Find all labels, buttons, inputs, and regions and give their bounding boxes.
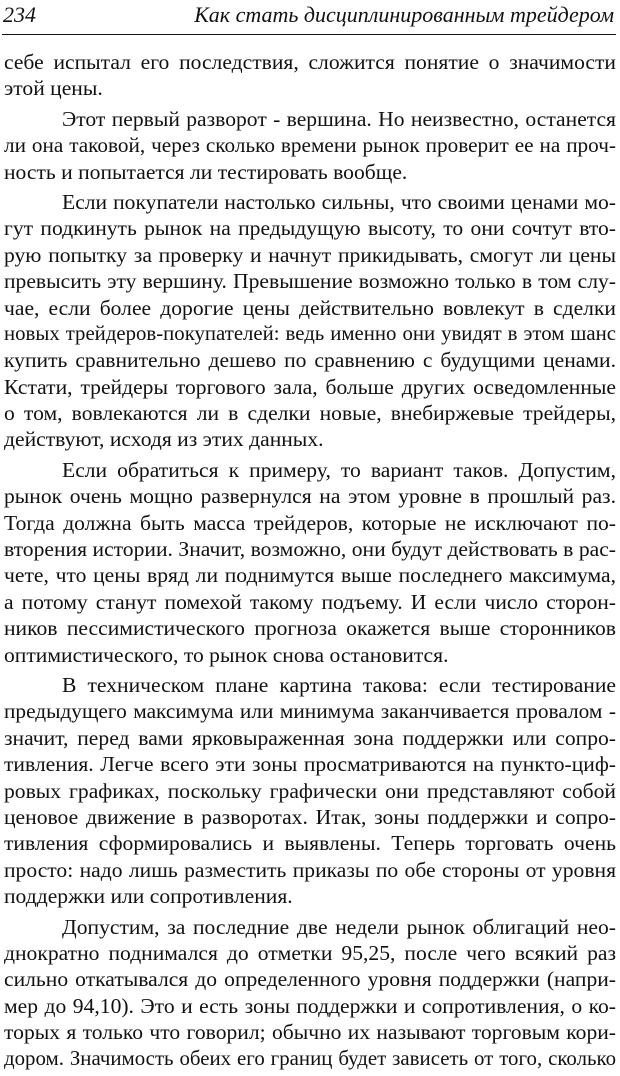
text-line: поддержки или сопротивления. — [4, 884, 293, 909]
paragraph-2 — [4, 106, 616, 185]
text-line: предыдущего максимума или минимума заканчивается провалом - — [4, 699, 616, 724]
text-line: ность и попытается ли тестировать вообще. — [4, 159, 408, 184]
text-line: оптимистического, то рынок снова остановится. — [4, 642, 449, 667]
text-line: этой цены. — [4, 76, 103, 101]
text-line: новых трейдеров-покупателей: ведь именно они увидят в этом шанс — [4, 321, 616, 345]
text-line: тивления сформировались и выявлены. Теперь торговать очень — [4, 831, 616, 856]
text-line: себе испытал его последствия, сложится понятие о значимости — [4, 50, 616, 74]
text-line: чете, что цены вряд ли поднимутся выше последнего максимума, — [4, 563, 616, 588]
page-header — [0, 0, 620, 40]
text-line: ли она таковой, через сколько времени рынок проверит ее на проч- — [4, 133, 616, 158]
paragraph-1 — [4, 49, 616, 102]
text-line: гут подкинуть рынок на предыдущую высоту, то они сочтут вто- — [4, 216, 616, 241]
text-line: Допустим, за последние две недели рынок облигаций нео- — [62, 914, 616, 939]
text-line: тивления. Легче всего эти зоны просматриваются на пункто-циф- — [4, 752, 616, 777]
text-line: вторения истории. Значит, возможно, они будут действовать в рас- — [4, 537, 616, 562]
text-line: рынок очень мощно развернулся на этом уровне в прошлый раз. — [4, 484, 616, 509]
text-line: а потому станут помехой такому подъему. И если число сторон- — [4, 589, 616, 614]
text-line: рую попытку за проверку и начнут прикидывать, смогут ли цены — [4, 242, 616, 267]
header-rule — [2, 34, 616, 35]
text-line: купить сравнительно дешево по сравнению с будущими ценами. — [4, 348, 616, 373]
text-line: просто: надо лишь разместить приказы по обе стороны от уровня — [4, 857, 616, 882]
text-line: ровых графиках, поскольку графически они представляют собой — [4, 778, 616, 803]
text-line: чае, если более дорогие цены действительно вовлекут в сделки — [4, 295, 616, 320]
text-line: действуют, исходя из этих данных. — [4, 427, 324, 452]
text-line: о том, вовлекаются ли в сделки новые, внебиржевые трейдеры, — [4, 401, 616, 426]
text-line: торых я только что говорил; обычно их называют торговым кори- — [4, 1020, 616, 1045]
text-line: Если покупатели настолько сильны, что своими ценами мо- — [62, 189, 616, 214]
text-line: Кстати, трейдеры торгового зала, больше других осведомленные — [4, 374, 616, 399]
text-line: Тогда должна быть масса трейдеров, которые не исключают по- — [4, 510, 616, 535]
text-line: сильно откатывался до определенного уровня поддержки (напри- — [4, 967, 616, 992]
text-line: днократно поднимался до отметки 95,25, после чего всякий раз — [4, 940, 616, 965]
text-line: мер до 94,10). Это и есть зоны поддержки и сопротивления, о ко- — [4, 993, 616, 1018]
paragraph-5 — [4, 672, 616, 910]
text-line: ников пессимистического прогноза окажется выше сторонников — [4, 616, 616, 641]
paragraph-6 — [4, 914, 616, 1072]
text-line: Этот первый разворот - вершина. Но неизвестно, останется — [62, 106, 616, 131]
text-line: В техническом плане картина такова: если тестирование — [62, 672, 616, 697]
body-text — [4, 49, 616, 1076]
text-line: Если обратиться к примеру, то вариант таков. Допустим, — [62, 457, 616, 482]
text-line: значит, перед вами ярковыраженная зона поддержки или сопро- — [4, 725, 616, 750]
text-line: превысить эту вершину. Превышение возможно только в том слу- — [4, 269, 616, 294]
page-number: 234 — [3, 2, 36, 27]
paragraph-4 — [4, 457, 616, 668]
paragraph-3 — [4, 189, 616, 453]
text-line: ценовое движение в разворотах. Итак, зоны поддержки и сопро- — [4, 804, 616, 829]
running-title: Как стать дисциплинированным трейдером — [194, 2, 614, 27]
text-line: дором. Значимость обеих его границ будет зависеть от того, сколько — [4, 1046, 616, 1071]
